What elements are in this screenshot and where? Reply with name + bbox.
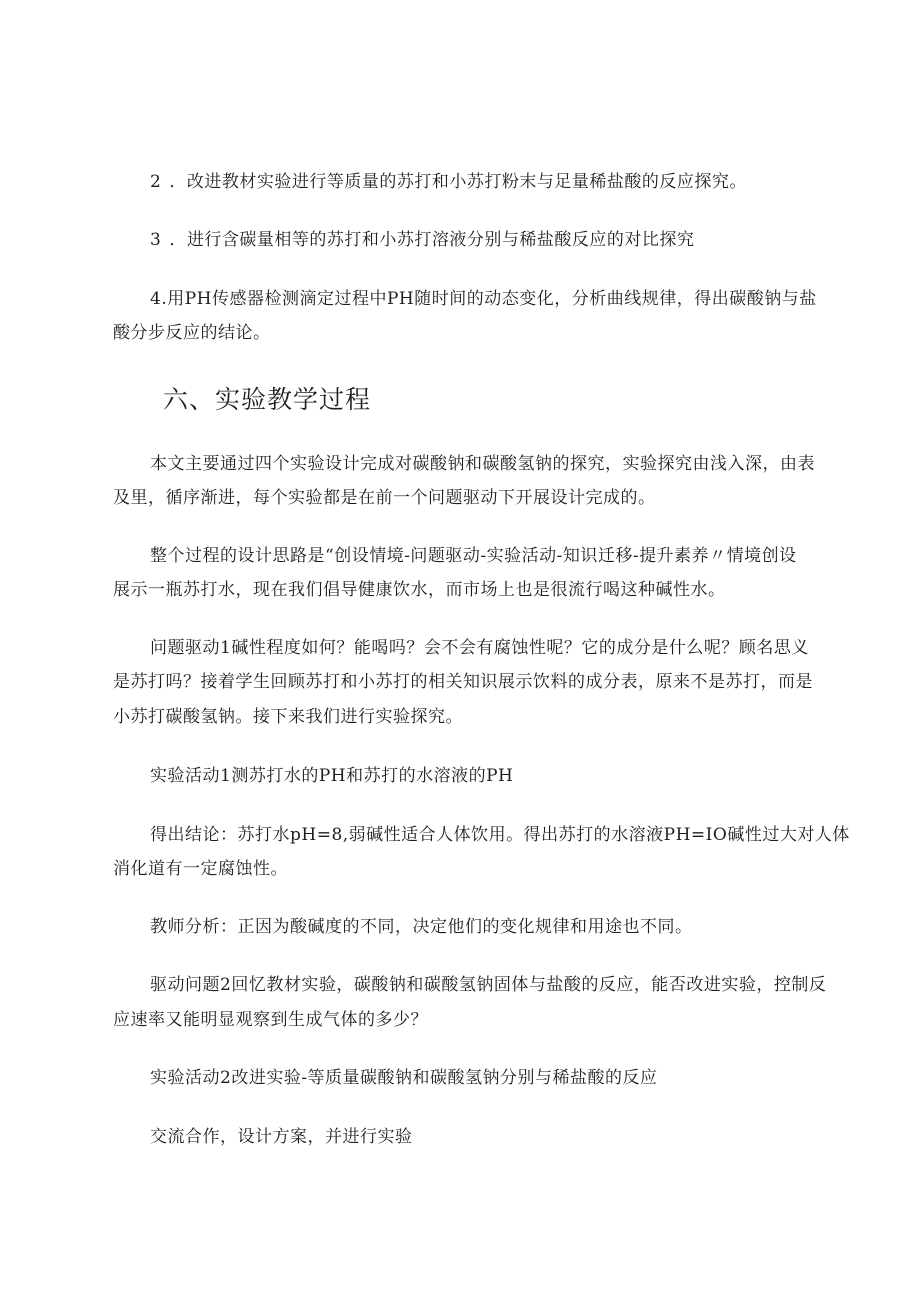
paragraph-3-line-2: 是苏打吗？接着学生回顾苏打和小苏打的相关知识展示饮料的成分表，原来不是苏打，而是	[113, 672, 813, 692]
paragraph-9-line-1: 交流合作，设计方案，并进行实验	[150, 1127, 413, 1147]
list-item-number: 3	[150, 230, 162, 250]
list-item-text: ．进行含碳量相等的苏打和小苏打溶液分别与稀盐酸反应的对比探究	[169, 230, 695, 250]
paragraph-2-line-2: 展示一瓶苏打水，现在我们倡导健康饮水，而市场上也是很流行喝这种碱性水。	[113, 580, 726, 600]
paragraph-6-line-1: 教师分析：正因为酸碱度的不同，决定他们的变化规律和用途也不同。	[150, 917, 693, 937]
section-heading: 六、实验教学过程	[163, 385, 372, 414]
paragraph-5-line-2: 消化道有一定腐蚀性。	[113, 859, 288, 879]
paragraph-1-line-1: 本文主要通过四个实验设计完成对碳酸钠和碳酸氢钠的探究，实验探究由浅入深，由表	[150, 454, 815, 474]
paragraph-4-line-1: 实验活动1测苏打水的PH和苏打的水溶液的PH	[150, 766, 514, 786]
list-item-4-line-1: 4.用PH传感器检测滴定过程中PH随时间的动态变化，分析曲线规律，得出碳酸钠与盐	[150, 289, 817, 309]
list-item-3	[150, 229, 694, 251]
paragraph-1-line-2: 及里，循序渐进，每个实验都是在前一个问题驱动下开展设计完成的。	[113, 488, 656, 508]
list-item-number: 2	[150, 172, 162, 192]
paragraph-3-line-1: 问题驱动1碱性程度如何？能喝吗？会不会有腐蚀性呢？它的成分是什么呢？顾名思义	[150, 638, 809, 658]
list-item-4-line-2: 酸分步反应的结论。	[113, 323, 271, 343]
list-item-2	[150, 171, 747, 193]
paragraph-7-line-1: 驱动问题2回忆教材实验，碳酸钠和碳酸氢钠固体与盐酸的反应，能否改进实验，控制反	[150, 975, 827, 995]
paragraph-2-line-1: 整个过程的设计思路是“创设情境-问题驱动-实验活动-知识迁移-提升素养〃情境创设	[150, 546, 797, 566]
paragraph-7-line-2: 应速率又能明显观察到生成气体的多少？	[113, 1010, 428, 1030]
list-item-text: ．改进教材实验进行等质量的苏打和小苏打粉末与足量稀盐酸的反应探究。	[169, 172, 747, 192]
paragraph-8-line-1: 实验活动2改进实验-等质量碳酸钠和碳酸氢钠分别与稀盐酸的反应	[150, 1068, 658, 1088]
paragraph-5-line-1: 得出结论：苏打水pH=8,弱碱性适合人体饮用。得出苏打的水溶液PH=IO碱性过大对人体	[150, 825, 850, 845]
paragraph-3-line-3: 小苏打碳酸氢钠。接下来我们进行实验探究。	[113, 707, 463, 727]
